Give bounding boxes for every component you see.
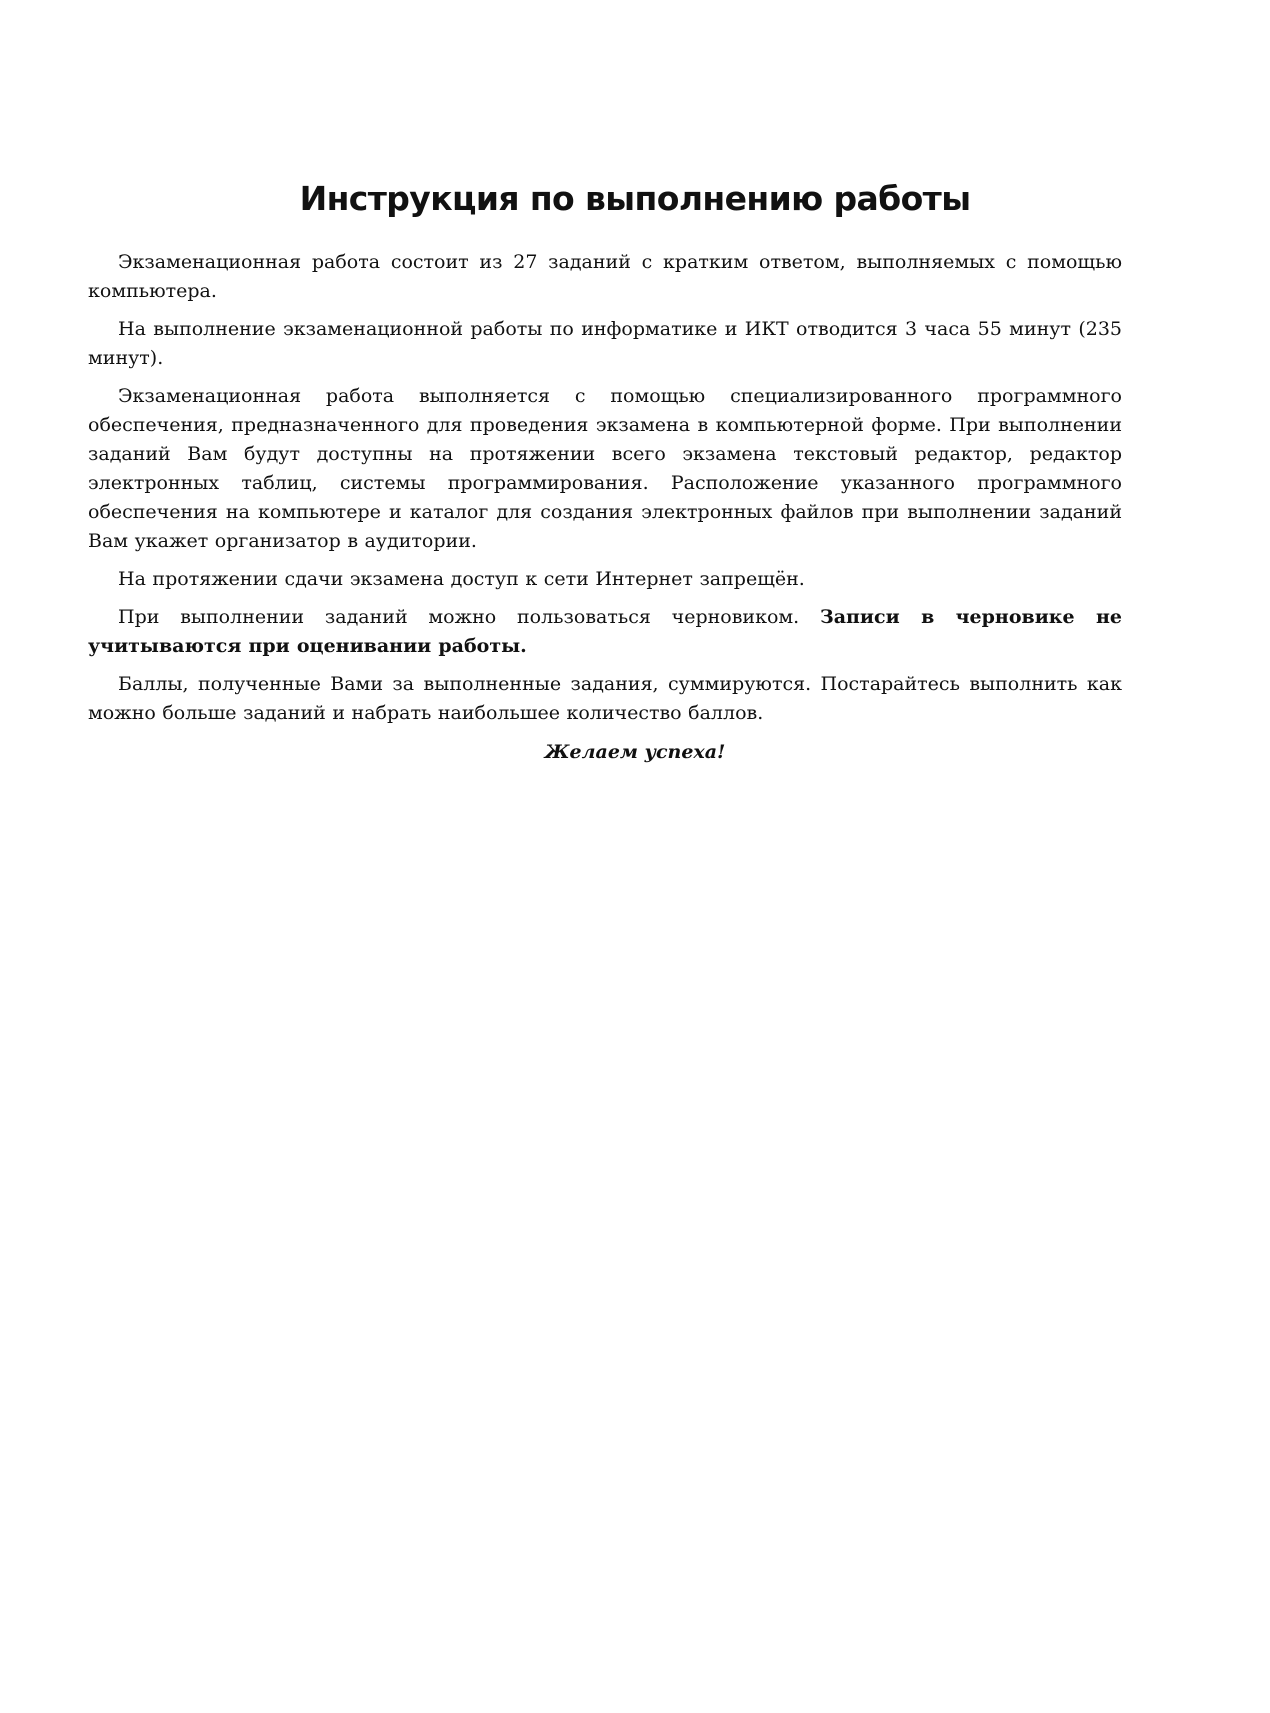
paragraph-text: Баллы, полученные Вами за выполненные задания, суммируются. Постарайтесь выполнить как можно больше заданий и набрать наибольшее количество баллов.: [88, 673, 1122, 724]
paragraph-software: [88, 382, 1122, 556]
paragraph-duration: [88, 315, 1122, 373]
paragraph-text: Экзаменационная работа состоит из 27 заданий с кратким ответом, выполняемых с помощью компьютера.: [88, 251, 1122, 302]
paragraph-bold-note: Записи в черновике не учитываются при оценивании работы.: [88, 606, 1122, 657]
paragraph-text: При выполнении заданий можно пользоваться черновиком.: [118, 606, 821, 628]
paragraph-task-count: [88, 248, 1122, 306]
page-title: Инструкция по выполнению работы: [299, 179, 971, 218]
instructions-body: [88, 248, 1122, 737]
paragraph-scoring: [88, 670, 1122, 728]
paragraph-text: На выполнение экзаменационной работы по информатике и ИКТ отводится 3 часа 55 минут (235 минут).: [88, 318, 1122, 369]
paragraph-text: На протяжении сдачи экзамена доступ к сети Интернет запрещён.: [118, 568, 805, 590]
paragraph-draft: [88, 603, 1122, 661]
closing-wish: Желаем успеха!: [544, 741, 726, 763]
paragraph-internet: [88, 565, 1122, 594]
paragraph-text: Экзаменационная работа выполняется с помощью специализированного программного обеспечения, предназначенного для проведения экзамена в компьютерной форме. При выполнении заданий Вам будут доступны на протяжении всего экзамена текстовый редактор, редактор электронных таблиц, системы программирования. Расположение указанного программного обеспечения на компьютере и каталог для создания электронных файлов при выполнении заданий Вам укажет организатор в аудитории.: [88, 385, 1122, 552]
